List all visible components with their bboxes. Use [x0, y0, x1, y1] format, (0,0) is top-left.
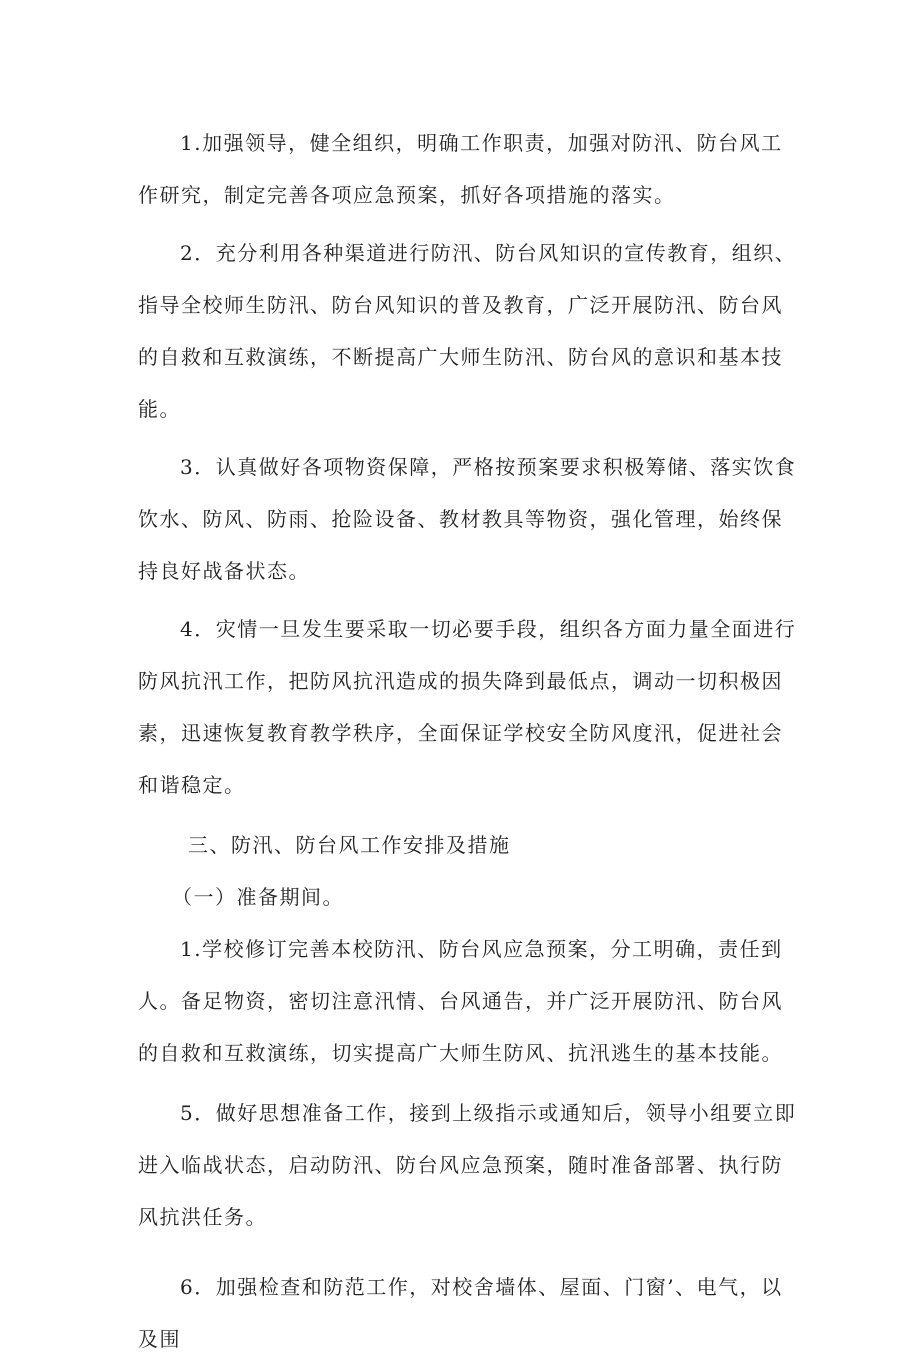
subsection-heading: （一）准备期间。 — [172, 885, 344, 909]
paragraph-item-4: 4．灾情一旦发生要采取一切必要手段，组织各方面力量全面进行防风抗汛工作，把防风抗汛造成的损失降到最低点，调动一切积极因素，迅速恢复教育教学秩序，全面保证学校安全防风度汛，促进社会和谐稳定。 — [138, 617, 797, 797]
paragraph-item-2: 2．充分利用各种渠道进行防汛、防台风知识的宣传教育，组织、指导全校师生防汛、防台风知识的普及教育，广泛开展防汛、防台风的自救和互救演练，不断提高广大师生防汛、防台风的意识和基本技能。 — [138, 241, 797, 421]
paragraph-item-1: 1.加强领导，健全组织，明确工作职责，加强对防汛、防台风工作研究，制定完善各项应急预案，抓好各项措施的落实。 — [138, 131, 783, 207]
section-heading: 三、防汛、防台风工作安排及措施 — [188, 833, 511, 857]
prep-paragraph-5: 5．做好思想准备工作，接到上级指示或通知后，领导小组要立即进入临战状态，启动防汛、防台风应急预案，随时准备部署、执行防风抗洪任务。 — [138, 1101, 797, 1229]
paragraph-item-3: 3．认真做好各项物资保障，严格按预案要求积极筹储、落实饮食饮水、防风、防雨、抢险设备、教材教具等物资，强化管理，始终保持良好战备状态。 — [138, 455, 797, 583]
prep-paragraph-6: 6．加强检查和防范工作，对校舍墙体、屋面、门窗’、电气，以及围 — [138, 1275, 783, 1351]
document-body — [138, 117, 798, 1365]
prep-paragraph-1: 1.学校修订完善本校防汛、防台风应急预案，分工明确，责任到人。备足物资，密切注意汛情、台风通告，并广泛开展防汛、防台风的自救和互救演练，切实提高广大师生防风、抗汛逃生的基本技能。 — [138, 937, 783, 1065]
